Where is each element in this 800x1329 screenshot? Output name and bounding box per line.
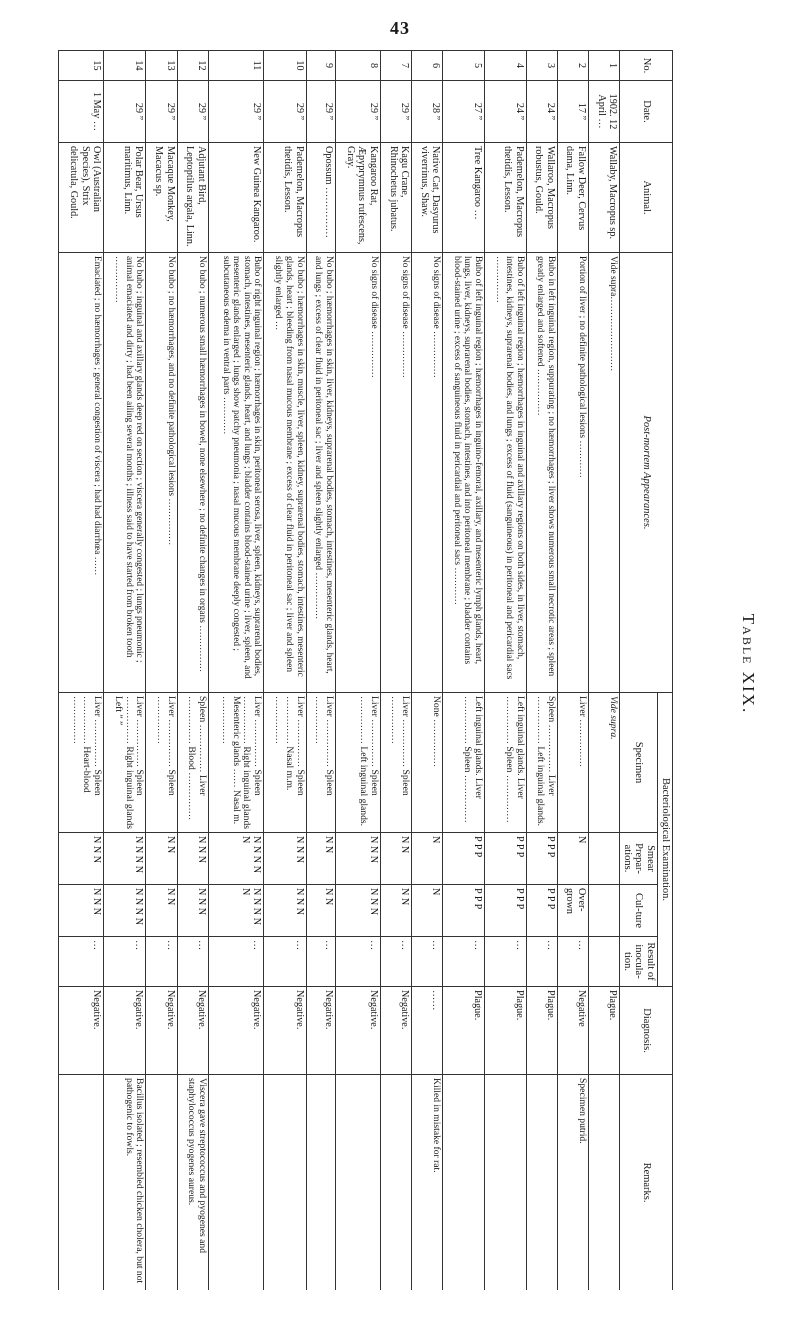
cell-specimen: Spleen …………… Liver …………… Blood …………… bbox=[177, 693, 208, 833]
cell-result: … bbox=[557, 937, 588, 987]
cell-remarks bbox=[264, 1075, 306, 1290]
cell-remarks bbox=[306, 1075, 335, 1290]
cell-diagnosis: Negative. bbox=[336, 987, 381, 1075]
cell-diagnosis: Negative. bbox=[380, 987, 411, 1075]
cell-no: 5 bbox=[443, 51, 485, 81]
cell-date: 17 ” bbox=[557, 81, 588, 143]
table-container bbox=[58, 50, 673, 1290]
cell-result: … bbox=[484, 937, 526, 987]
cell-remarks bbox=[526, 1075, 557, 1290]
cell-diagnosis: Plague. bbox=[443, 987, 485, 1075]
cell-specimen: Liver …………… Spleen …………… bbox=[146, 693, 177, 833]
cell-remarks bbox=[443, 1075, 485, 1290]
cell-post-mortem: No bubo ; hæmorrhages in skin, liver, kidneys, suprarenal bodies, stomach, intestines, mesenteric glands, heart, and lungs ; excess of clear fluid in peritoneal sac ; liver and spleen slightly enlarged …………… bbox=[306, 253, 335, 693]
cell-date: 29 ” bbox=[208, 81, 263, 143]
page-number: 43 bbox=[390, 18, 410, 38]
cell-diagnosis: Negative. bbox=[177, 987, 208, 1075]
cell-specimen: Left inguinal glands. Liver …………… Spleen …………… bbox=[484, 693, 526, 833]
cell-date: 28 ” bbox=[412, 81, 443, 143]
cell-post-mortem: No bubo ; hæmorrhages in skin, muscle, liver, spleen, kidney, suprarenal bodies, stomach, intestines, mesenteric glands, heart ; bleeding from nasal mucous membrane ; excess of clear fluid in peritoneal sac ; liver and spleen slightly enlarged … bbox=[264, 253, 306, 693]
cell-no: 1 bbox=[588, 51, 619, 81]
cell-animal: Owl (Australian Species), Strix delicatula, Gould. bbox=[59, 143, 104, 253]
cell-specimen: Liver …………… Spleen …………… Right inguinal glands Left ” ” bbox=[104, 693, 146, 833]
cell-remarks bbox=[380, 1075, 411, 1290]
cell-culture: P P P bbox=[484, 885, 526, 937]
cell-animal: Wallaroo, Macropus robustus, Gould. bbox=[526, 143, 557, 253]
cell-no: 13 bbox=[146, 51, 177, 81]
cell-remarks: Bacillus isolated ; resembled chicken cholera, but not pathogenic to fowls. bbox=[104, 1075, 146, 1290]
cell-specimen: Spleen …………… Liver …………… Left inguinal glands. bbox=[526, 693, 557, 833]
cell-post-mortem: Emaciated ; no hæmorrhages ; general congestion of viscera ; had had diarrhœa …… bbox=[59, 253, 104, 693]
cell-result: … bbox=[443, 937, 485, 987]
cell-culture: P P P bbox=[526, 885, 557, 937]
cell-culture: N N bbox=[146, 885, 177, 937]
cell-smear bbox=[588, 833, 619, 885]
cell-date: 29 ” bbox=[306, 81, 335, 143]
cell-remarks bbox=[59, 1075, 104, 1290]
cell-diagnosis: Negative bbox=[557, 987, 588, 1075]
table-row bbox=[146, 51, 177, 1291]
cell-specimen: None …………… bbox=[412, 693, 443, 833]
header-bacteriological: Bacteriological Examination. bbox=[658, 693, 673, 987]
cell-result: … bbox=[380, 937, 411, 987]
cell-animal: Kangaroo Rat, Æpyprymnus rufescens, Gray. bbox=[336, 143, 381, 253]
cell-specimen: Liver …………… Spleen …………… Left inguinal glands. bbox=[336, 693, 381, 833]
table-row bbox=[104, 51, 146, 1291]
cell-culture: Over-grown bbox=[557, 885, 588, 937]
cell-result: … bbox=[336, 937, 381, 987]
cell-diagnosis: Plague. bbox=[484, 987, 526, 1075]
cell-culture: N N bbox=[380, 885, 411, 937]
cell-specimen: Liver …………… bbox=[557, 693, 588, 833]
cell-result: … bbox=[306, 937, 335, 987]
cell-no: 14 bbox=[104, 51, 146, 81]
cell-post-mortem: Bubo of left inguinal region ; hæmorrhages in inguinal and axillary regions on both sides, in liver, stomach, intestines, kidneys, suprarenal bodies, and lungs ; excess of fluid (sanguineous) in peritoneal and pericardial sacs …………… bbox=[484, 253, 526, 693]
cell-remarks bbox=[208, 1075, 263, 1290]
cell-culture: N N N N N bbox=[208, 885, 263, 937]
cell-animal: Tree Kangaroo … bbox=[443, 143, 485, 253]
header-no: No. bbox=[620, 51, 673, 81]
cell-no: 12 bbox=[177, 51, 208, 81]
cell-date: 29 ” bbox=[336, 81, 381, 143]
cell-specimen: Liver …………… Spleen …………… Right inguinal glands Mesenteric glands …… Nasal m. …………… bbox=[208, 693, 263, 833]
cell-post-mortem: No signs of disease …………… bbox=[336, 253, 381, 693]
cell-diagnosis: Negative. bbox=[264, 987, 306, 1075]
table-row bbox=[588, 51, 619, 1291]
data-table bbox=[58, 50, 673, 1290]
cell-diagnosis: Negative. bbox=[208, 987, 263, 1075]
cell-specimen: Liver …………… Spleen …………… Nasal m.m. …………… bbox=[264, 693, 306, 833]
table-row bbox=[412, 51, 443, 1291]
cell-smear: N N N bbox=[59, 833, 104, 885]
cell-date: 24 ” bbox=[484, 81, 526, 143]
table-row bbox=[380, 51, 411, 1291]
cell-culture: N N N N bbox=[104, 885, 146, 937]
table-row bbox=[443, 51, 485, 1291]
cell-no: 9 bbox=[306, 51, 335, 81]
cell-date: 1902. 12 April … bbox=[588, 81, 619, 143]
cell-culture bbox=[588, 885, 619, 937]
cell-post-mortem: Vide supra…………………… bbox=[588, 253, 619, 693]
cell-smear: P P P bbox=[443, 833, 485, 885]
cell-remarks bbox=[146, 1075, 177, 1290]
cell-animal: Kagu Crane, Rhinochetus jubatus. bbox=[380, 143, 411, 253]
cell-post-mortem: Bubo in left inguinal region, suppurating ; no hæmorrhages ; liver shows numerous small necrotic areas ; spleen greatly enlarged and softened …………… bbox=[526, 253, 557, 693]
cell-no: 6 bbox=[412, 51, 443, 81]
table-row bbox=[526, 51, 557, 1291]
header-date: Date. bbox=[620, 81, 673, 143]
cell-smear: N N N N N bbox=[208, 833, 263, 885]
header-remarks: Remarks. bbox=[620, 1075, 673, 1290]
cell-specimen: Left inguinal glands. Liver …………… Spleen …………… bbox=[443, 693, 485, 833]
header-specimen: Specimen bbox=[620, 693, 658, 833]
cell-animal: Opossum …………… bbox=[306, 143, 335, 253]
cell-remarks: Killed in mistake for rat. bbox=[412, 1075, 443, 1290]
cell-result: … bbox=[412, 937, 443, 987]
cell-smear: P P P bbox=[484, 833, 526, 885]
cell-post-mortem: No bubo ; numerous small hæmorrhages in bowel, none elsewhere ; no definite changes in organs …………… bbox=[177, 253, 208, 693]
cell-diagnosis: Plague. bbox=[526, 987, 557, 1075]
table-row bbox=[484, 51, 526, 1291]
cell-result: … bbox=[104, 937, 146, 987]
table-row bbox=[557, 51, 588, 1291]
cell-smear: N N bbox=[380, 833, 411, 885]
cell-no: 2 bbox=[557, 51, 588, 81]
cell-no: 15 bbox=[59, 51, 104, 81]
cell-specimen: Liver …………… Spleen …………… bbox=[306, 693, 335, 833]
cell-animal: Adjutant Bird, Leptoptilus argala, Linn. bbox=[177, 143, 208, 253]
header-diagnosis: Diagnosis. bbox=[620, 987, 673, 1075]
cell-post-mortem: Bubo of right inguinal region ; hæmorrhages in skin, peritoneal serosa, liver, spleen, kidneys, suprarenal bodies, stomach, intestines, mesenteric glands, heart, and lungs ; bladder contains blood-stained urine ; liver, spleen, and mesenteric glands enlarged ; lungs show patchy pneumonia ; nasal mucous membrane deeply congested ; subcutaneous œdema in ventral parts ………… bbox=[208, 253, 263, 693]
cell-date: 29 ” bbox=[264, 81, 306, 143]
cell-diagnosis: …… bbox=[412, 987, 443, 1075]
table-row bbox=[336, 51, 381, 1291]
cell-date: 29 ” bbox=[380, 81, 411, 143]
header-smear: Smear Prepar-ations. bbox=[620, 833, 658, 885]
cell-date: 27 ” bbox=[443, 81, 485, 143]
cell-remarks bbox=[588, 1075, 619, 1290]
header-animal: Animal. bbox=[620, 143, 673, 253]
cell-remarks: Viscera gave streptococcus and pyogenes and staphylococcus pyogenes aureus. bbox=[177, 1075, 208, 1290]
cell-no: 10 bbox=[264, 51, 306, 81]
cell-animal: Native Cat, Dasyurus viverrinus, Shaw. bbox=[412, 143, 443, 253]
table-row bbox=[208, 51, 263, 1291]
cell-result: … bbox=[526, 937, 557, 987]
cell-post-mortem: No bubo ; inguinal and axillary glands deep red on section ; viscera generally congested ; lungs pneumonic ; animal emaciated and dirty ; had been ailing several months ; illness said to have started from broken tooth …………… bbox=[104, 253, 146, 693]
table-title: Table XIX. bbox=[739, 613, 758, 715]
header-culture: Cul-ture bbox=[620, 885, 658, 937]
table-row bbox=[306, 51, 335, 1291]
cell-smear: N N N bbox=[336, 833, 381, 885]
cell-smear: N N N bbox=[177, 833, 208, 885]
cell-animal: Fallow Deer, Cervus dama, Linn. bbox=[557, 143, 588, 253]
cell-smear: P P P bbox=[526, 833, 557, 885]
cell-remarks: Specimen putrid. bbox=[557, 1075, 588, 1290]
cell-culture: N N bbox=[306, 885, 335, 937]
rotated-table-frame bbox=[58, 50, 673, 1290]
cell-date: 29 ” bbox=[146, 81, 177, 143]
header-result: Result of inocula-tion. bbox=[620, 937, 658, 987]
cell-animal: Polar Bear, Ursus maritimus, Linn. bbox=[104, 143, 146, 253]
cell-no: 7 bbox=[380, 51, 411, 81]
cell-result: … bbox=[146, 937, 177, 987]
cell-post-mortem: No signs of disease …………… bbox=[380, 253, 411, 693]
cell-specimen: Liver …………… Spleen …………… bbox=[380, 693, 411, 833]
cell-no: 4 bbox=[484, 51, 526, 81]
cell-animal: Wallaby, Macropus sp. bbox=[588, 143, 619, 253]
cell-diagnosis: Negative. bbox=[146, 987, 177, 1075]
cell-result bbox=[588, 937, 619, 987]
cell-smear: N N N bbox=[264, 833, 306, 885]
cell-smear: N bbox=[557, 833, 588, 885]
cell-post-mortem: Portion of liver ; no definite pathological lesions ………… bbox=[557, 253, 588, 693]
cell-animal: Pademelon, Macropus thetidis, Lesson. bbox=[484, 143, 526, 253]
cell-culture: N N N bbox=[336, 885, 381, 937]
cell-diagnosis: Negative. bbox=[104, 987, 146, 1075]
cell-smear: N N bbox=[306, 833, 335, 885]
cell-diagnosis: Plague. bbox=[588, 987, 619, 1075]
cell-remarks bbox=[336, 1075, 381, 1290]
cell-smear: N N N N bbox=[104, 833, 146, 885]
cell-smear: N bbox=[412, 833, 443, 885]
cell-remarks bbox=[484, 1075, 526, 1290]
cell-post-mortem: No signs of disease …………… bbox=[412, 253, 443, 693]
table-row bbox=[59, 51, 104, 1291]
cell-date: 29 ” bbox=[104, 81, 146, 143]
cell-animal: New Guinea Kangaroo. bbox=[208, 143, 263, 253]
cell-specimen: Vide supra. bbox=[588, 693, 619, 833]
cell-no: 8 bbox=[336, 51, 381, 81]
cell-culture: N N N bbox=[264, 885, 306, 937]
cell-specimen: Liver …………… Spleen …………… Heart-blood …………… bbox=[59, 693, 104, 833]
cell-culture: N N N bbox=[59, 885, 104, 937]
cell-result: … bbox=[208, 937, 263, 987]
table-row bbox=[264, 51, 306, 1291]
cell-result: … bbox=[177, 937, 208, 987]
cell-post-mortem: No bubo ; no hæmorrhages, and no definite pathological lesions …………… bbox=[146, 253, 177, 693]
cell-result: … bbox=[59, 937, 104, 987]
cell-result: … bbox=[264, 937, 306, 987]
cell-culture: N N N bbox=[177, 885, 208, 937]
cell-diagnosis: Negative. bbox=[306, 987, 335, 1075]
cell-animal: Macaque Monkey, Macacus sp. bbox=[146, 143, 177, 253]
table-row bbox=[177, 51, 208, 1291]
cell-culture: N bbox=[412, 885, 443, 937]
cell-date: 29 ” bbox=[177, 81, 208, 143]
cell-post-mortem: Bubo of left inguinal region ; hæmorrhages in inguino-femoral, axillary, and mesenteric lymph glands, heart, lungs, liver, kidneys, suprarenal bodies, stomach, intestines, and into peritoneal membrane ; bladder contains blood-stained urine ; excess of sanguineous fluid in pericardial and peritoneal sacs ………… bbox=[443, 253, 485, 693]
cell-no: 11 bbox=[208, 51, 263, 81]
cell-no: 3 bbox=[526, 51, 557, 81]
cell-culture: P P P bbox=[443, 885, 485, 937]
cell-smear: N N bbox=[146, 833, 177, 885]
cell-animal: Pademelon, Macropus thetidis, Lesson. bbox=[264, 143, 306, 253]
header-post-mortem: Post-mortem Appearances. bbox=[620, 253, 673, 693]
cell-date: 24 ” bbox=[526, 81, 557, 143]
cell-diagnosis: Negative. bbox=[59, 987, 104, 1075]
cell-date: 1 May … bbox=[59, 81, 104, 143]
